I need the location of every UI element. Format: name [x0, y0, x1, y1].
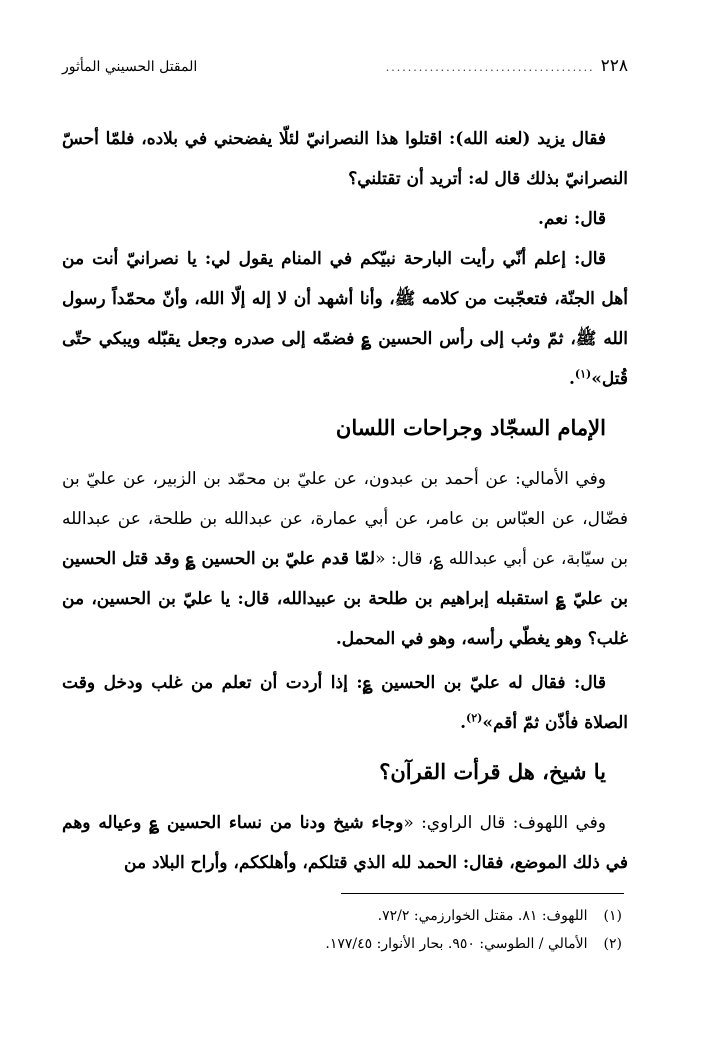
page-number: ٢٢٨: [600, 56, 628, 76]
paragraph-amali: [62, 459, 628, 659]
paragraph-amali-chain: وفي الأمالي: عن أحمد بن عبدون، عن عليّ بن محمّد بن الزبير، عن عليّ بن فضّال، عن العبّاس بن عامر، عن أبي عمارة، عن عبدالله بن طلحة، عن عبدالله بن سيّابة، عن أبي عبدالله ؏، قال: «: [62, 469, 628, 569]
paragraph-reply: قال: نعم.: [537, 209, 606, 229]
header-leader-dots: ......................................: [385, 61, 595, 74]
paragraph-luhuf: [62, 803, 628, 883]
paragraph-christian-dream-text: قال: إعلم أنّي رأيت البارحة نبيّكم في المنام يقول لي: يا نصرانيّ أنت من أهل الجنّة، فتعجّبت من كلامه ﷺ، وأنا أشهد أن لا إله إلّا الله، وأنّ محمّداً رسول الله ﷺ، ثمّ وثب إلى رأس الحسين ؏ فضمّه إلى صدره وجعل يقبّله ويبكي حتّى قُتل»: [62, 249, 628, 389]
footnote-item: [92, 902, 622, 930]
footnote-separator: [341, 893, 624, 894]
section-heading-sajjad: الإمام السجّاد وجراحات اللسان: [335, 415, 606, 440]
footnote-ref-2[interactable]: (٢): [465, 711, 483, 725]
paragraph-luhuf-quote: وجاء شيخ ودنا من نساء الحسين ؏ وعياله وهم في ذلك الموضع، فقال: الحمد لله الذي قتلكم، وأهلككم، وأراح البلاد من: [62, 813, 628, 873]
footnote-text: الأمالي / الطوسي: ٩٥٠. بحار الأنوار: ١٧٧/٤٥.: [325, 936, 588, 952]
paragraph-amali-quote: لمّا قدم عليّ بن الحسين ؏ وقد قتل الحسين بن عليّ ؏ استقبله إبراهيم بن طلحة بن عبيدالله، قال: يا عليّ بن الحسين، من غلب؟ وهو يغطّي رأسه، وهو في المحمل.: [62, 549, 628, 649]
paragraph-luhuf-intro: وفي اللهوف: قال الراوي: «: [403, 813, 606, 833]
paragraph-christian-dream: قال: إعلم أنّي رأيت البارحة نبيّكم في المنام يقول لي: يا نصرانيّ أنت من أهل الجنّة، فتعجّبت من كلامه ﷺ، وأنا أشهد أن لا إله إلّا الله، وأنّ محمّداً رسول الله ﷺ، ثمّ وثب إلى رأس الحسين ؏ فضمّه إلى صدره وجعل يقبّله ويبكي حتّى قُتل»$^{(١)}$.: [62, 249, 628, 389]
footnotes: [92, 902, 622, 958]
footnote-text: اللهوف: ٨١. مقتل الخوارزمي: ٧٢/٢.: [377, 908, 588, 924]
section-heading-shaykh: يا شيخ، هل قرأت القرآن؟: [379, 759, 606, 784]
page-header: [62, 56, 628, 80]
running-title: المقتل الحسيني المأثور: [62, 59, 198, 75]
footnote-number: (١): [603, 908, 622, 924]
footnote-item: [92, 930, 622, 958]
paragraph-sajjad-answer-text: قال: فقال له عليّ بن الحسين ؏: إذا أردت أن تعلم من غلب ودخل وقت الصلاة فأذّن ثمّ أقم»: [62, 673, 628, 733]
paragraph-yazid-order: فقال يزيد (لعنه الله): اقتلوا هذا النصرانيّ لئلّا يفضحني في بلاده، فلمّا أحسّ النصرانيّ بذلك قال له: أتريد أن تقتلني؟: [62, 129, 628, 189]
book-page: [62, 56, 628, 883]
footnote-number: (٢): [603, 936, 622, 952]
footnote-ref-1[interactable]: (١): [574, 367, 592, 381]
paragraph-sajjad-answer: قال: فقال له عليّ بن الحسين ؏: إذا أردت أن تعلم من غلب ودخل وقت الصلاة فأذّن ثمّ أقم»$^{(٢)}$.: [62, 673, 628, 733]
